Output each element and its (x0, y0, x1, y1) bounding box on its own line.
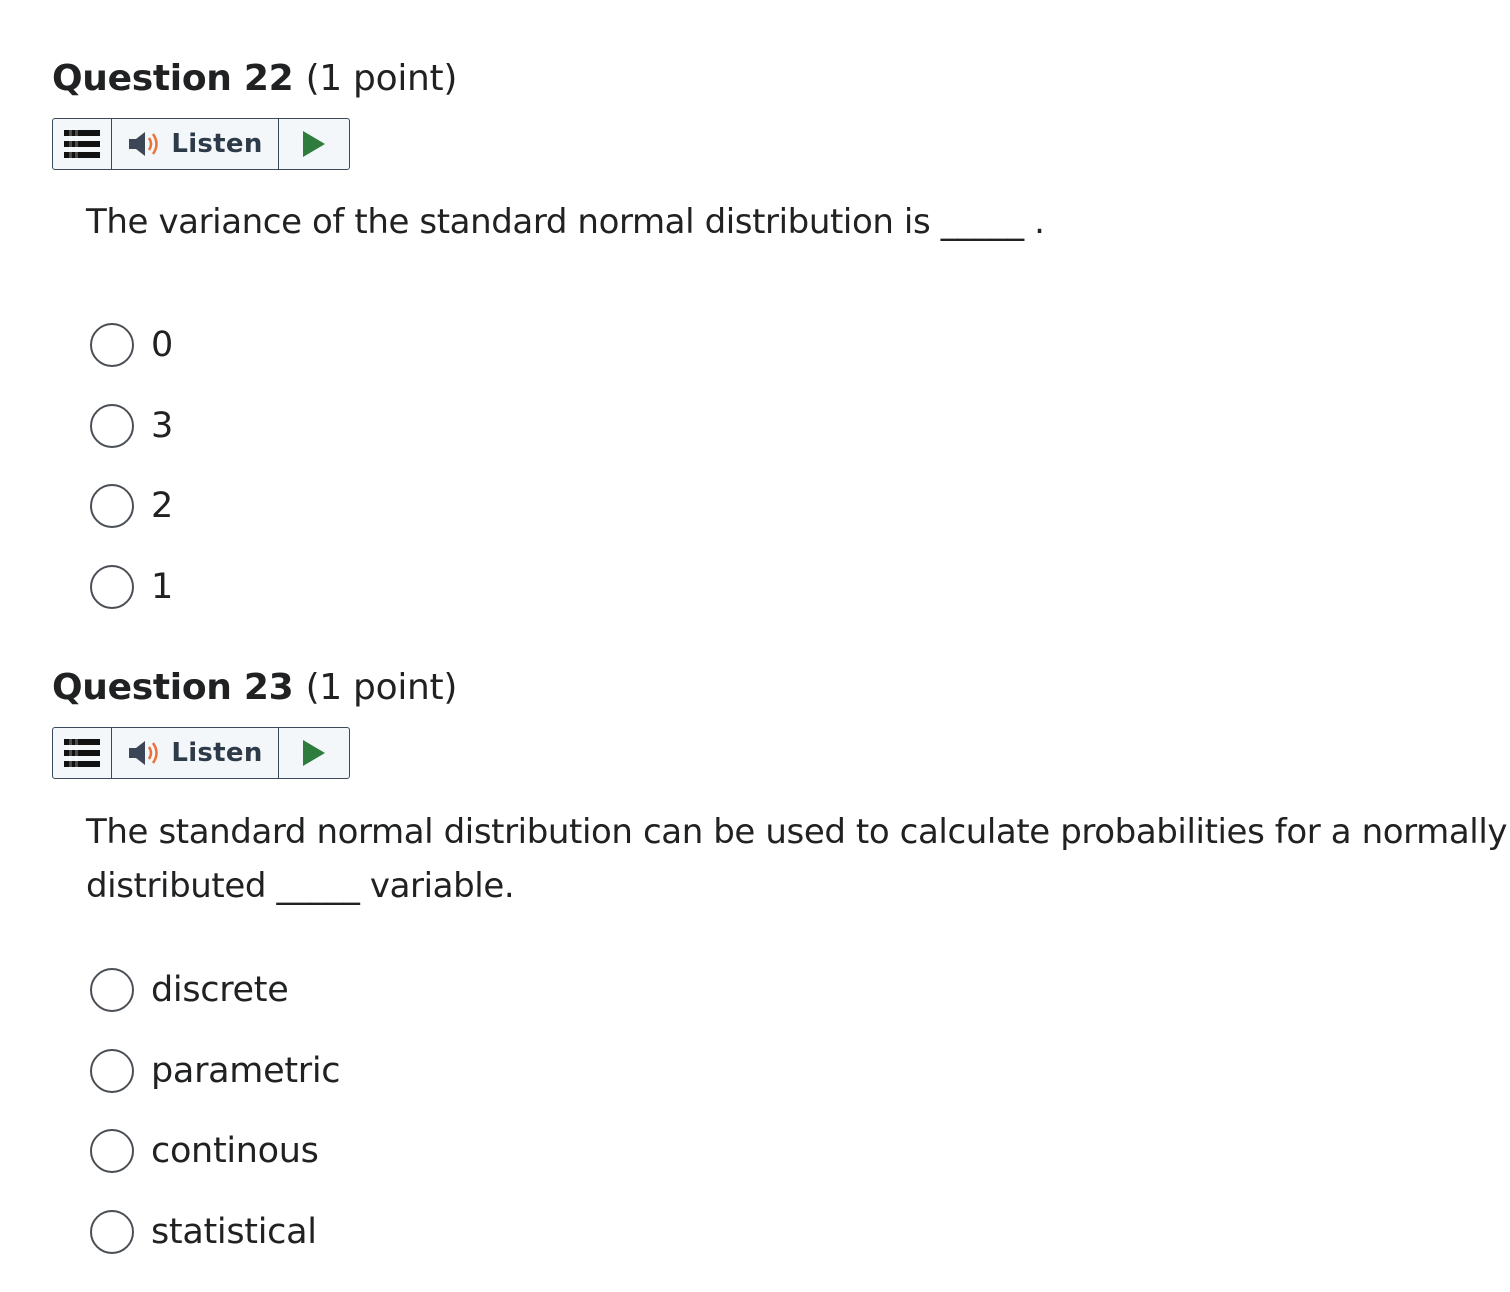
answer-option[interactable] (90, 950, 340, 1031)
radio-button[interactable] (90, 1210, 134, 1254)
question-text-line-2: distributed _____ variable. (86, 866, 515, 906)
question-23 (52, 666, 1510, 1252)
play-button[interactable] (279, 728, 349, 778)
radio-button[interactable] (90, 484, 134, 528)
option-label: discrete (151, 970, 289, 1011)
menu-button[interactable] (53, 119, 112, 169)
radio-button[interactable] (90, 968, 134, 1012)
answer-option[interactable] (90, 386, 173, 467)
listen-button[interactable] (112, 119, 279, 169)
menu-icon (64, 129, 100, 159)
question-number: Question 22 (52, 58, 294, 99)
answer-option[interactable] (90, 1031, 340, 1112)
play-icon (301, 130, 327, 158)
option-label: parametric (151, 1050, 341, 1091)
question-title (52, 666, 1510, 710)
question-text: The variance of the standard normal distribution is _____ . (86, 202, 1045, 242)
listen-toolbar (52, 727, 350, 779)
listen-label: Listen (171, 129, 263, 159)
listen-button[interactable] (112, 728, 279, 778)
menu-button[interactable] (53, 728, 112, 778)
option-label: 3 (151, 405, 173, 446)
answer-options (90, 305, 173, 627)
answer-option[interactable] (90, 1111, 340, 1192)
question-number: Question 23 (52, 667, 294, 708)
listen-label: Listen (171, 738, 263, 768)
option-label: 0 (151, 325, 173, 366)
option-label: 1 (151, 566, 173, 607)
question-points: (1 point) (305, 667, 458, 708)
listen-toolbar (52, 118, 350, 170)
play-icon (301, 739, 327, 767)
radio-button[interactable] (90, 1049, 134, 1093)
speaker-icon (127, 738, 163, 768)
answer-option[interactable] (90, 466, 173, 547)
option-label: 2 (151, 486, 173, 527)
play-button[interactable] (279, 119, 349, 169)
question-text-line-1: The standard normal distribution can be used to calculate probabilities for a normally (86, 812, 1508, 852)
speaker-icon (127, 129, 163, 159)
question-title (52, 57, 1510, 101)
question-22 (52, 57, 1510, 607)
menu-icon (64, 738, 100, 768)
answer-options (90, 950, 340, 1272)
option-label: statistical (151, 1211, 317, 1252)
radio-button[interactable] (90, 404, 134, 448)
answer-option[interactable] (90, 305, 173, 386)
option-label: continous (151, 1131, 319, 1172)
radio-button[interactable] (90, 1129, 134, 1173)
answer-option[interactable] (90, 1192, 340, 1273)
question-points: (1 point) (305, 58, 458, 99)
radio-button[interactable] (90, 323, 134, 367)
radio-button[interactable] (90, 565, 134, 609)
answer-option[interactable] (90, 547, 173, 628)
